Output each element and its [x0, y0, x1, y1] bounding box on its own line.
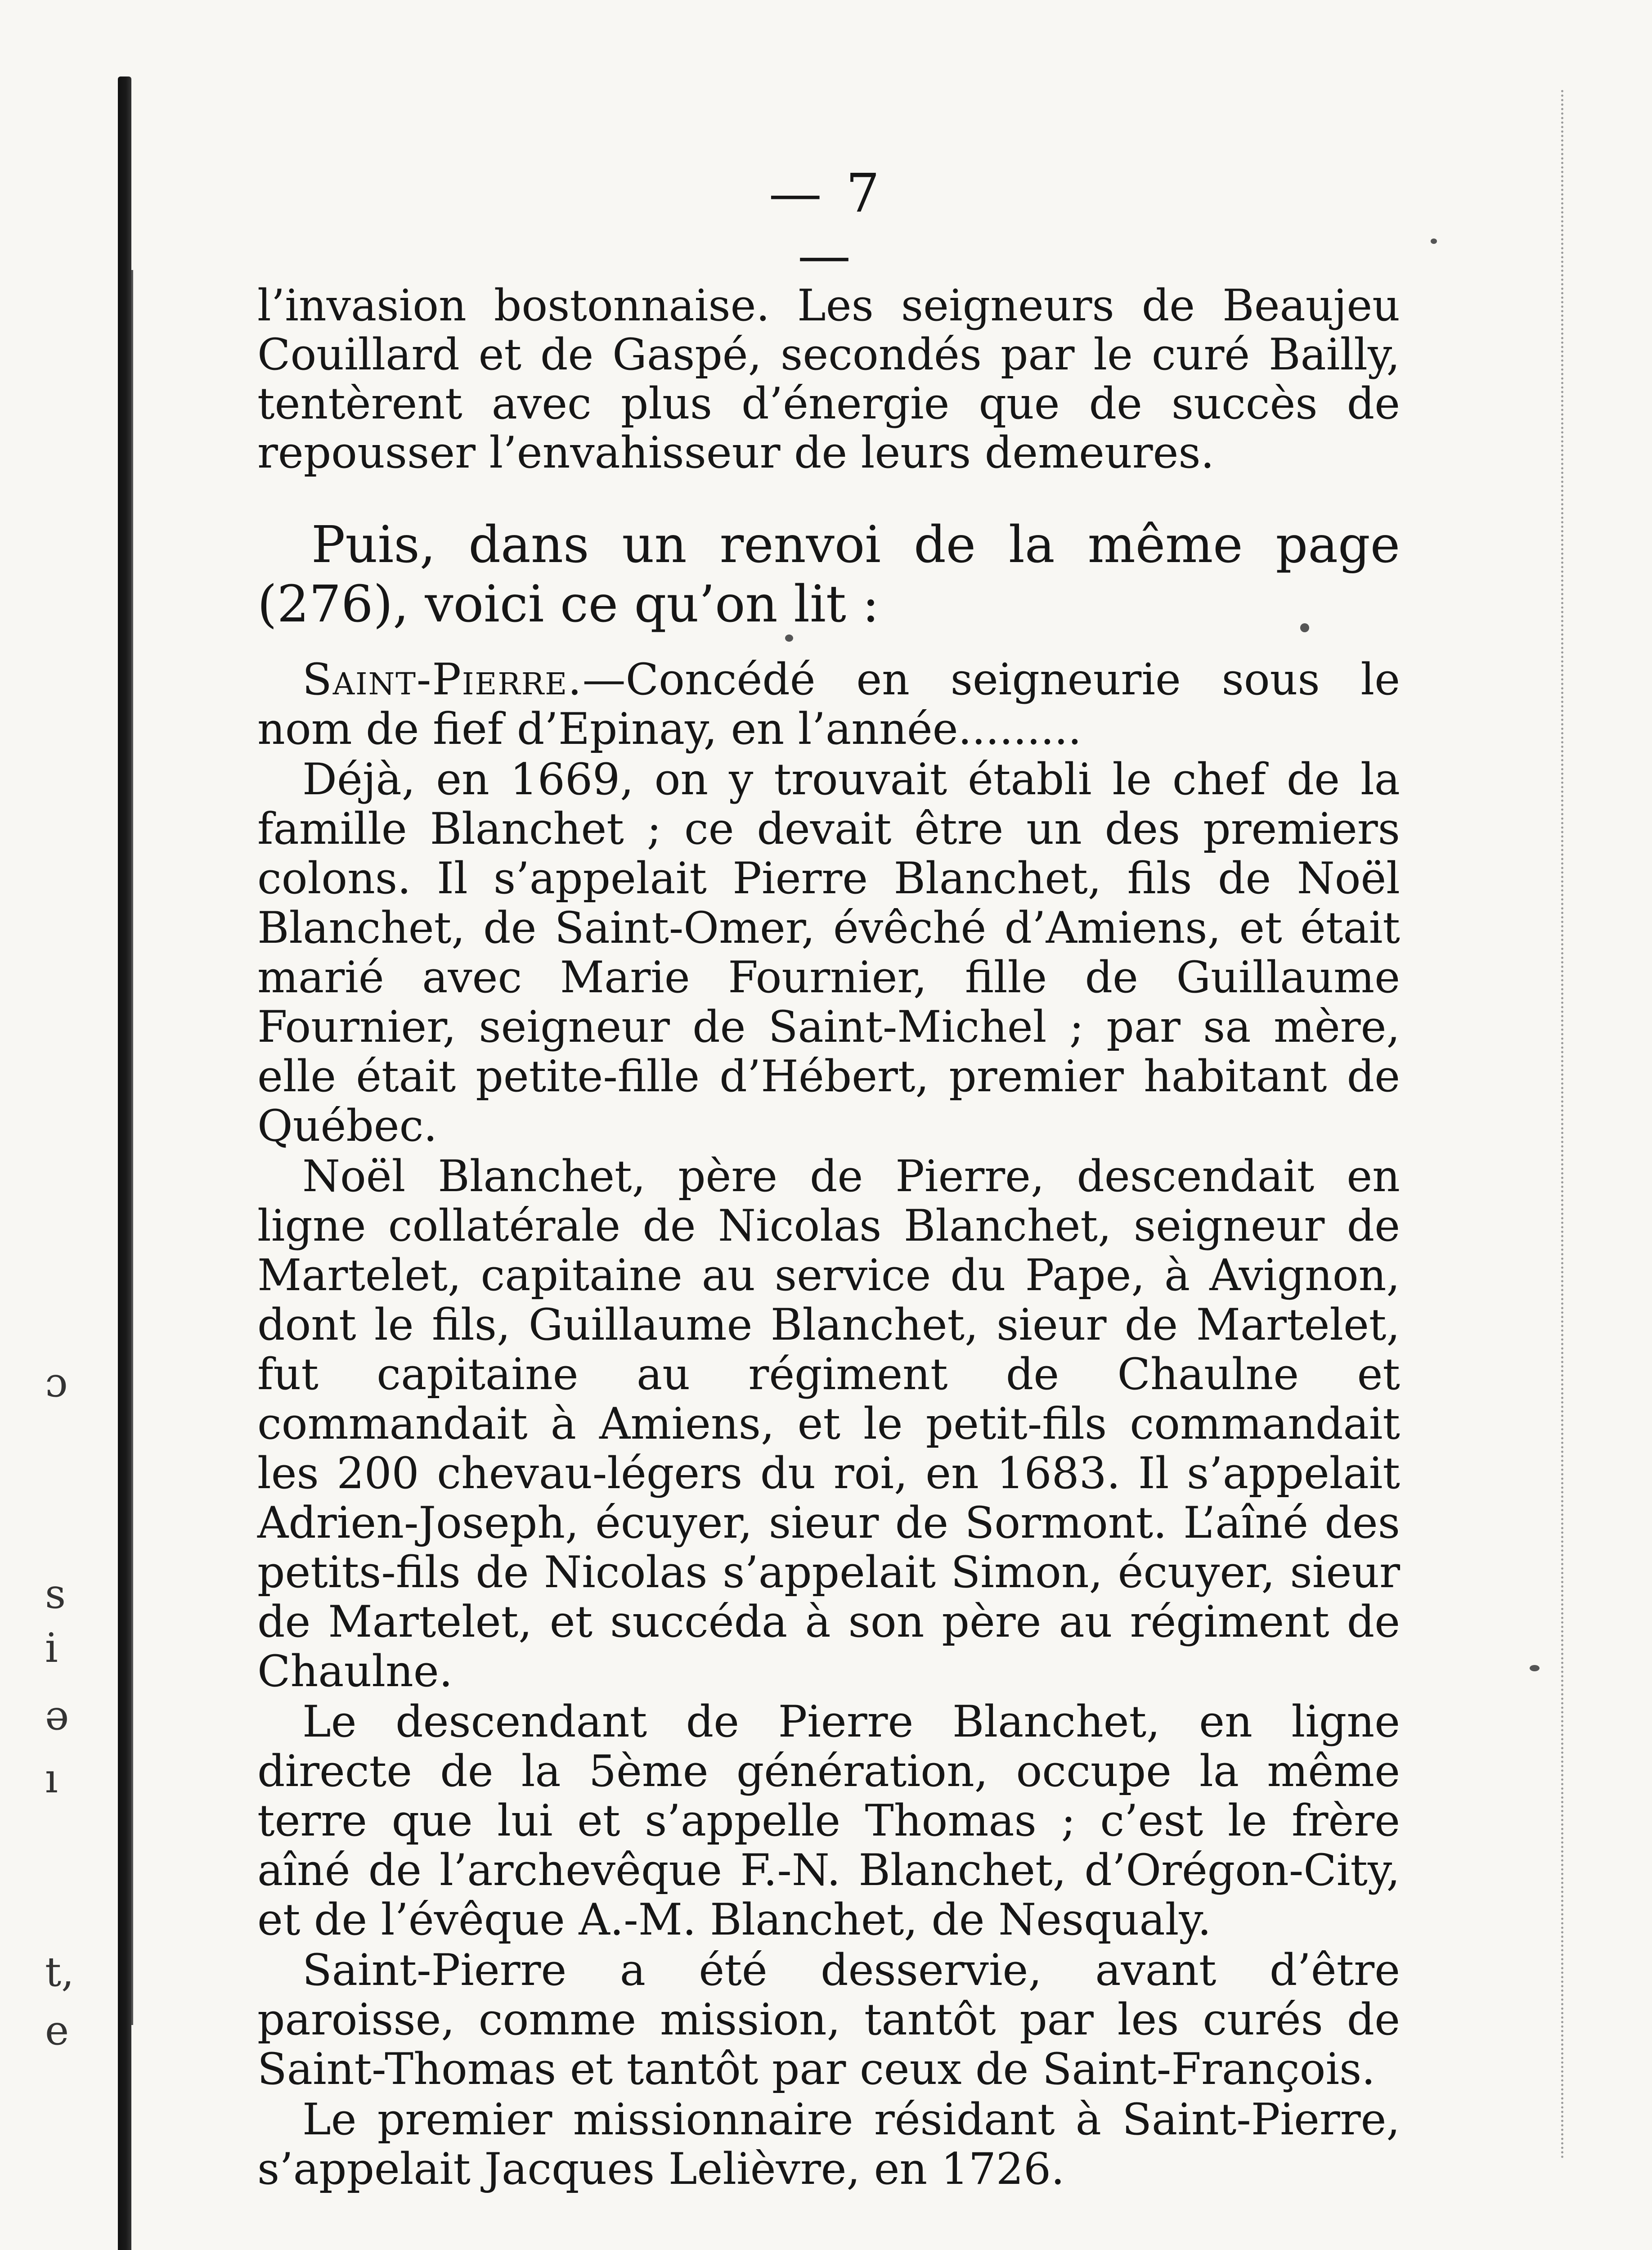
print-speck: [1431, 238, 1437, 244]
article-paragraph: Le premier missionnaire résidant à Saint-Pierre, s’appelait Jacques Lelièvre, en 1726.: [257, 2094, 1400, 2194]
article-title: Saint-Pierre.: [302, 654, 583, 705]
article-paragraph: Noël Blanchet, père de Pierre, descendait en ligne collatérale de Nicolas Blanchet, seigneur de Martelet, capitaine au service du Pape, à Avignon, dont le fils, Guillaume Blanchet, sieur de Martelet, fut capitaine au régiment de Chaulne et commandait à Amiens, et le petit-fils commandait les 200 chevau-légers du roi, en 1683. Il s’appelait Adrien-Joseph, écuyer, sieur de Sormont. L’aîné des petits-fils de Nicolas s’appelait Simon, écuyer, sieur de Martelet, et succéda à son père au régiment de Chaulne.: [257, 1151, 1400, 1696]
article-paragraph: Le descendant de Pierre Blanchet, en ligne directe de la 5ème génération, occupe la même terre que lui et s’appelle Thomas ; c’est le frère aîné de l’archevêque F.-N. Blanchet, d’Orégon-City, et de l’évêque A.-M. Blanchet, de Nesqualy.: [257, 1696, 1400, 1945]
heading-paragraph: [257, 515, 1400, 634]
margin-fragment: s: [45, 1570, 66, 1618]
margin-fragment: t,: [45, 1948, 74, 1996]
intro-text: l’invasion bostonnaise. Les seigneurs de Beaujeu Couillard et de Gaspé, secondés par le curé Bailly, tentèrent avec plus d’énergie que de succès de repousser l’envahisseur de leurs demeures.: [257, 280, 1400, 478]
print-speck: [1530, 1665, 1540, 1671]
margin-fragment: ə: [45, 1692, 69, 1739]
binding-edge: [118, 76, 131, 2250]
page-number: — 7 —: [768, 162, 884, 286]
margin-fragment: ı: [45, 1755, 58, 1802]
article-body: [257, 655, 1400, 2195]
intro-paragraph: [257, 281, 1400, 477]
article-paragraph: Saint-Pierre a été desservie, avant d’être paroisse, comme mission, tantôt par les curés de Saint-Thomas et tantôt par ceux de Saint-François.: [257, 1945, 1400, 2094]
article-paragraph: Déjà, en 1669, on y trouvait établi le chef de la famille Blanchet ; ce devait être un des premiers colons. Il s’appelait Pierre Blanchet, fils de Noël Blanchet, de Saint-Omer, évêché d’Amiens, et était marié avec Marie Fournier, fille de Guillaume Fournier, seigneur de Saint-Michel ; par sa mère, elle était petite-fille d’Hébert, premier habitant de Québec.: [257, 754, 1400, 1151]
right-page-edge: [1561, 90, 1563, 2160]
margin-fragment: i: [45, 1624, 58, 1672]
heading-text: Puis, dans un renvoi de la même page (276), voici ce qu’on lit :: [257, 516, 1400, 634]
margin-fragment: ɔ: [45, 1359, 68, 1406]
binding-edge-shadow: [131, 270, 133, 2025]
article-lead: [257, 655, 1400, 754]
margin-fragment: e: [45, 2007, 69, 2054]
print-speck: [785, 634, 793, 642]
article-title-rest: —Concédé en seigneurie sous le nom de fief d’Epinay, en l’année.........: [257, 654, 1400, 754]
